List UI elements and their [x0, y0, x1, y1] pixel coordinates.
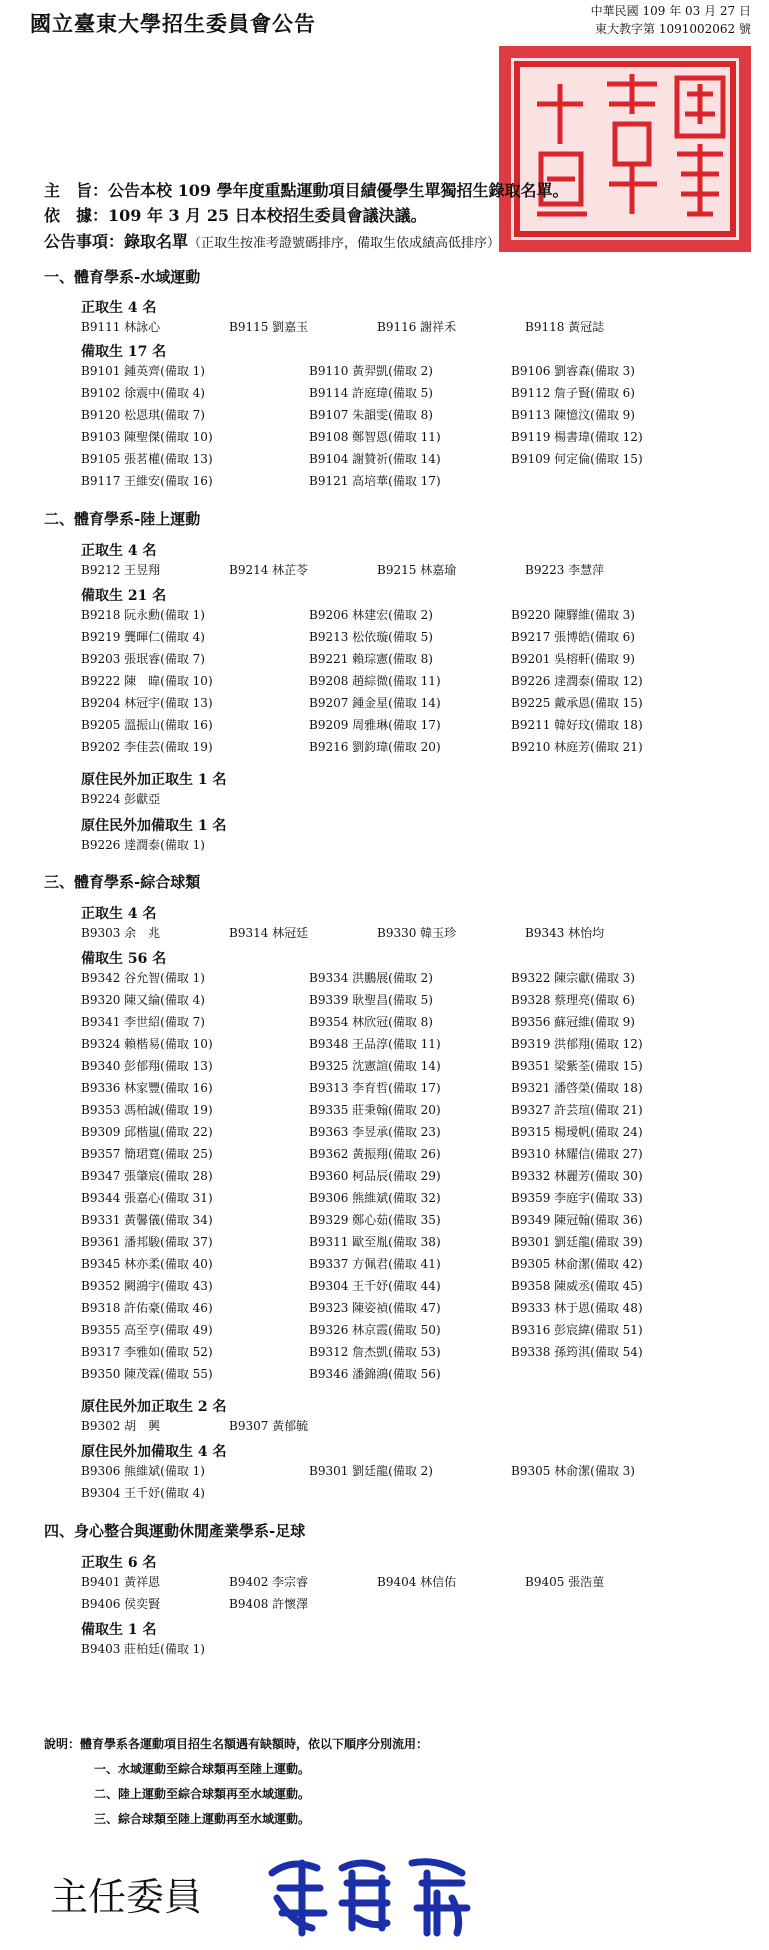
list-item: B9335 莊秉翰(備取 20) [309, 1103, 441, 1117]
list-item: B9105 張茗權(備取 13) [81, 452, 213, 466]
group-label: 原住民外加備取生 4 名 [81, 1444, 227, 1460]
list-item: B9215 林嘉瑜 [377, 563, 457, 577]
list-item: B9112 詹子賢(備取 6) [511, 386, 635, 400]
list-item: B9305 林俞潔(備取 42) [511, 1257, 643, 1271]
list-item: B9213 松依璇(備取 5) [309, 630, 433, 644]
list-item: B9301 劉廷龍(備取 39) [511, 1235, 643, 1249]
list-item: B9108 鄭智恩(備取 11) [309, 430, 441, 444]
section-title: 四、身心整合與運動休閒產業學系-足球 [44, 1522, 306, 1540]
list-item: B9354 林欣冠(備取 8) [309, 1015, 433, 1029]
section-title: 一、體育學系-水域運動 [44, 268, 201, 286]
announcement-date: 中華民國 109 年 03 月 27 日 [590, 4, 751, 18]
university-seal-stamp [497, 44, 753, 254]
list-item: B9330 韓玉珍 [377, 926, 457, 940]
group-label: 原住民外加正取生 1 名 [81, 772, 227, 788]
group-label: 原住民外加正取生 2 名 [81, 1399, 227, 1415]
list-item: B9224 彭獻亞 [81, 792, 161, 806]
list-item: B9329 鄭心茹(備取 35) [309, 1213, 441, 1227]
list-item: B9314 林冠廷 [229, 926, 309, 940]
list-item: B9315 楊璦帆(備取 24) [511, 1125, 643, 1139]
list-item: B9304 王千妤(備取 4) [81, 1486, 205, 1500]
list-item: B9359 李庭宇(備取 33) [511, 1191, 643, 1205]
list-item: B9360 柯品辰(備取 29) [309, 1169, 441, 1183]
group-label: 正取生 6 名 [81, 1555, 157, 1571]
list-item: B9343 林怡均 [525, 926, 605, 940]
list-item: B9220 陳驛維(備取 3) [511, 608, 635, 622]
list-item: B9362 黃振翔(備取 26) [309, 1147, 441, 1161]
list-item: B9110 黃羿凱(備取 2) [309, 364, 433, 378]
group-label: 正取生 4 名 [81, 906, 157, 922]
list-item: B9333 林于恩(備取 48) [511, 1301, 643, 1315]
list-item: B9208 趙綜微(備取 11) [309, 674, 441, 688]
list-item: B9344 張嘉心(備取 31) [81, 1191, 213, 1205]
list-item: B9356 蘇冠維(備取 9) [511, 1015, 635, 1029]
list-item: B9309 邱楷嵐(備取 22) [81, 1125, 213, 1139]
announcement-items-heading [44, 229, 500, 252]
list-item: B9306 熊維斌(備取 1) [81, 1464, 205, 1478]
items-sort-note: （正取生按准考證號碼排序，備取生依成績高低排序） [188, 236, 501, 251]
group-label: 原住民外加備取生 1 名 [81, 818, 227, 834]
list-item: B9326 林京霞(備取 50) [309, 1323, 441, 1337]
list-item: B9119 楊書瑋(備取 12) [511, 430, 643, 444]
list-item: B9306 熊維斌(備取 32) [309, 1191, 441, 1205]
list-item: B9203 張珉睿(備取 7) [81, 652, 205, 666]
list-item: B9312 詹杰凱(備取 53) [309, 1345, 441, 1359]
list-item: B9353 馮柏誠(備取 19) [81, 1103, 213, 1117]
list-item: B9211 韓好玟(備取 18) [511, 718, 643, 732]
note-item: 一、水域運動至綜合球類再至陸上運動。 [94, 1762, 311, 1776]
list-item: B9223 李慧萍 [525, 563, 605, 577]
group-label: 備取生 17 名 [81, 344, 167, 360]
list-item: B9408 許懷澤 [229, 1597, 309, 1611]
list-item: B9361 潘邦駿(備取 37) [81, 1235, 213, 1249]
list-item: B9117 王維安(備取 16) [81, 474, 213, 488]
list-item: B9403 莊柏廷(備取 1) [81, 1642, 205, 1656]
list-item: B9352 闕鴻宇(備取 43) [81, 1279, 213, 1293]
list-item: B9337 方佩君(備取 41) [309, 1257, 441, 1271]
list-item: B9313 李育哲(備取 17) [309, 1081, 441, 1095]
section-title: 三、體育學系-綜合球類 [44, 873, 201, 891]
announcement-basis: 依 據：109 年 3 月 25 日本校招生委員會議決議。 [44, 206, 427, 225]
list-item: B9303 余 兆 [81, 926, 161, 940]
list-item: B9332 林麗芳(備取 30) [511, 1169, 643, 1183]
list-item: B9320 陳又綸(備取 4) [81, 993, 205, 1007]
list-item: B9118 黃冠誌 [525, 320, 605, 334]
group-label: 備取生 56 名 [81, 951, 167, 967]
list-item: B9318 許佑豪(備取 46) [81, 1301, 213, 1315]
list-item: B9101 鍾英齊(備取 1) [81, 364, 205, 378]
list-item: B9319 洪郁翔(備取 12) [511, 1037, 643, 1051]
list-item: B9348 王品淳(備取 11) [309, 1037, 441, 1051]
document-number: 東大教字第 1091002062 號 [595, 22, 751, 36]
list-item: B9325 沈憲諠(備取 14) [309, 1059, 441, 1073]
list-item: B9321 潘啓榮(備取 18) [511, 1081, 643, 1095]
list-item: B9214 林芷苓 [229, 563, 309, 577]
list-item: B9222 陳 暐(備取 10) [81, 674, 213, 688]
list-item: B9355 高至亨(備取 49) [81, 1323, 213, 1337]
group-label: 正取生 4 名 [81, 543, 157, 559]
list-item: B9310 林耀信(備取 27) [511, 1147, 643, 1161]
list-item: B9206 林建宏(備取 2) [309, 608, 433, 622]
list-item: B9358 陳威丞(備取 45) [511, 1279, 643, 1293]
list-item: B9324 賴楷易(備取 10) [81, 1037, 213, 1051]
list-item: B9328 蔡理亮(備取 6) [511, 993, 635, 1007]
announcement-subject: 主 旨：公告本校 109 學年度重點運動項目績優學生單獨招生錄取名單。 [44, 181, 569, 200]
announcement-title: 國立臺東大學招生委員會公告 [30, 11, 316, 36]
list-item: B9116 謝祥禾 [377, 320, 457, 334]
list-item: B9107 朱韻雯(備取 8) [309, 408, 433, 422]
note-intro: 說明：體育學系各運動項目招生名額遇有缺額時，依以下順序分別流用： [44, 1737, 429, 1751]
list-item: B9340 彭郁翔(備取 13) [81, 1059, 213, 1073]
list-item: B9327 許芸瑄(備取 21) [511, 1103, 643, 1117]
list-item: B9207 鍾金星(備取 14) [309, 696, 441, 710]
list-item: B9402 李宗睿 [229, 1575, 309, 1589]
list-item: B9405 張浩菫 [525, 1575, 605, 1589]
list-item: B9401 黃祥恩 [81, 1575, 161, 1589]
section-title: 二、體育學系-陸上運動 [44, 510, 201, 528]
list-item: B9111 林詠心 [81, 320, 161, 334]
list-item: B9209 周雅琳(備取 17) [309, 718, 441, 732]
list-item: B9301 劉廷龍(備取 2) [309, 1464, 433, 1478]
list-item: B9349 陳冠翰(備取 36) [511, 1213, 643, 1227]
list-item: B9341 李世紹(備取 7) [81, 1015, 205, 1029]
list-item: B9334 洪鵬展(備取 2) [309, 971, 433, 985]
list-item: B9338 孫筠淇(備取 54) [511, 1345, 643, 1359]
list-item: B9202 李佳芸(備取 19) [81, 740, 213, 754]
list-item: B9113 陳憶汶(備取 9) [511, 408, 635, 422]
list-item: B9357 簡珺寬(備取 25) [81, 1147, 213, 1161]
list-item: B9404 林信佑 [377, 1575, 457, 1589]
list-item: B9350 陳茂霖(備取 55) [81, 1367, 213, 1381]
list-item: B9311 歐至胤(備取 38) [309, 1235, 441, 1249]
list-item: B9212 王昱翔 [81, 563, 161, 577]
list-item: B9307 黃郁毓 [229, 1419, 309, 1433]
chairperson-signature [262, 1848, 482, 1938]
list-item: B9345 林亦柔(備取 40) [81, 1257, 213, 1271]
list-item: B9106 劉睿森(備取 3) [511, 364, 635, 378]
list-item: B9114 許庭瑋(備取 5) [309, 386, 433, 400]
list-item: B9363 李昱承(備取 23) [309, 1125, 441, 1139]
list-item: B9201 吳榕軒(備取 9) [511, 652, 635, 666]
list-item: B9109 何定倫(備取 15) [511, 452, 643, 466]
list-item: B9210 林庭芳(備取 21) [511, 740, 643, 754]
list-item: B9226 達潤泰(備取 1) [81, 838, 205, 852]
list-item: B9336 林家豐(備取 16) [81, 1081, 213, 1095]
list-item: B9347 張肇宸(備取 28) [81, 1169, 213, 1183]
list-item: B9406 侯奕賢 [81, 1597, 161, 1611]
list-item: B9204 林冠宇(備取 13) [81, 696, 213, 710]
list-item: B9339 耿聖昌(備取 5) [309, 993, 433, 1007]
list-item: B9104 謝贊祈(備取 14) [309, 452, 441, 466]
list-item: B9302 胡 興 [81, 1419, 161, 1433]
list-item: B9225 戴承恩(備取 15) [511, 696, 643, 710]
note-item: 二、陸上運動至綜合球類再至水域運動。 [94, 1787, 311, 1801]
list-item: B9305 林俞潔(備取 3) [511, 1464, 635, 1478]
list-item: B9342 谷允智(備取 1) [81, 971, 205, 985]
list-item: B9317 李雅如(備取 52) [81, 1345, 213, 1359]
list-item: B9221 賴琮憲(備取 8) [309, 652, 433, 666]
list-item: B9120 松恩琪(備取 7) [81, 408, 205, 422]
list-item: B9226 達潤泰(備取 12) [511, 674, 643, 688]
list-item: B9121 高培華(備取 17) [309, 474, 441, 488]
list-item: B9346 潘錦鴻(備取 56) [309, 1367, 441, 1381]
chair-title: 主任委員 [50, 1875, 203, 1919]
list-item: B9351 梁紫荃(備取 15) [511, 1059, 643, 1073]
list-item: B9217 張博皓(備取 6) [511, 630, 635, 644]
list-item: B9102 徐震中(備取 4) [81, 386, 205, 400]
items-label: 公告事項：錄取名單 [44, 232, 189, 251]
list-item: B9103 陳聖傑(備取 10) [81, 430, 213, 444]
list-item: B9219 龔暉仁(備取 4) [81, 630, 205, 644]
list-item: B9322 陳宗獻(備取 3) [511, 971, 635, 985]
note-item: 三、綜合球類至陸上運動再至水域運動。 [94, 1812, 311, 1826]
list-item: B9115 劉嘉玉 [229, 320, 309, 334]
list-item: B9316 彭宸緯(備取 51) [511, 1323, 643, 1337]
list-item: B9205 溫振山(備取 16) [81, 718, 213, 732]
list-item: B9331 黃馨儀(備取 34) [81, 1213, 213, 1227]
group-label: 正取生 4 名 [81, 300, 157, 316]
group-label: 備取生 1 名 [81, 1622, 157, 1638]
group-label: 備取生 21 名 [81, 588, 167, 604]
list-item: B9304 王千妤(備取 44) [309, 1279, 441, 1293]
list-item: B9216 劉鈞瑋(備取 20) [309, 740, 441, 754]
list-item: B9218 阮永勳(備取 1) [81, 608, 205, 622]
list-item: B9323 陳姿禎(備取 47) [309, 1301, 441, 1315]
